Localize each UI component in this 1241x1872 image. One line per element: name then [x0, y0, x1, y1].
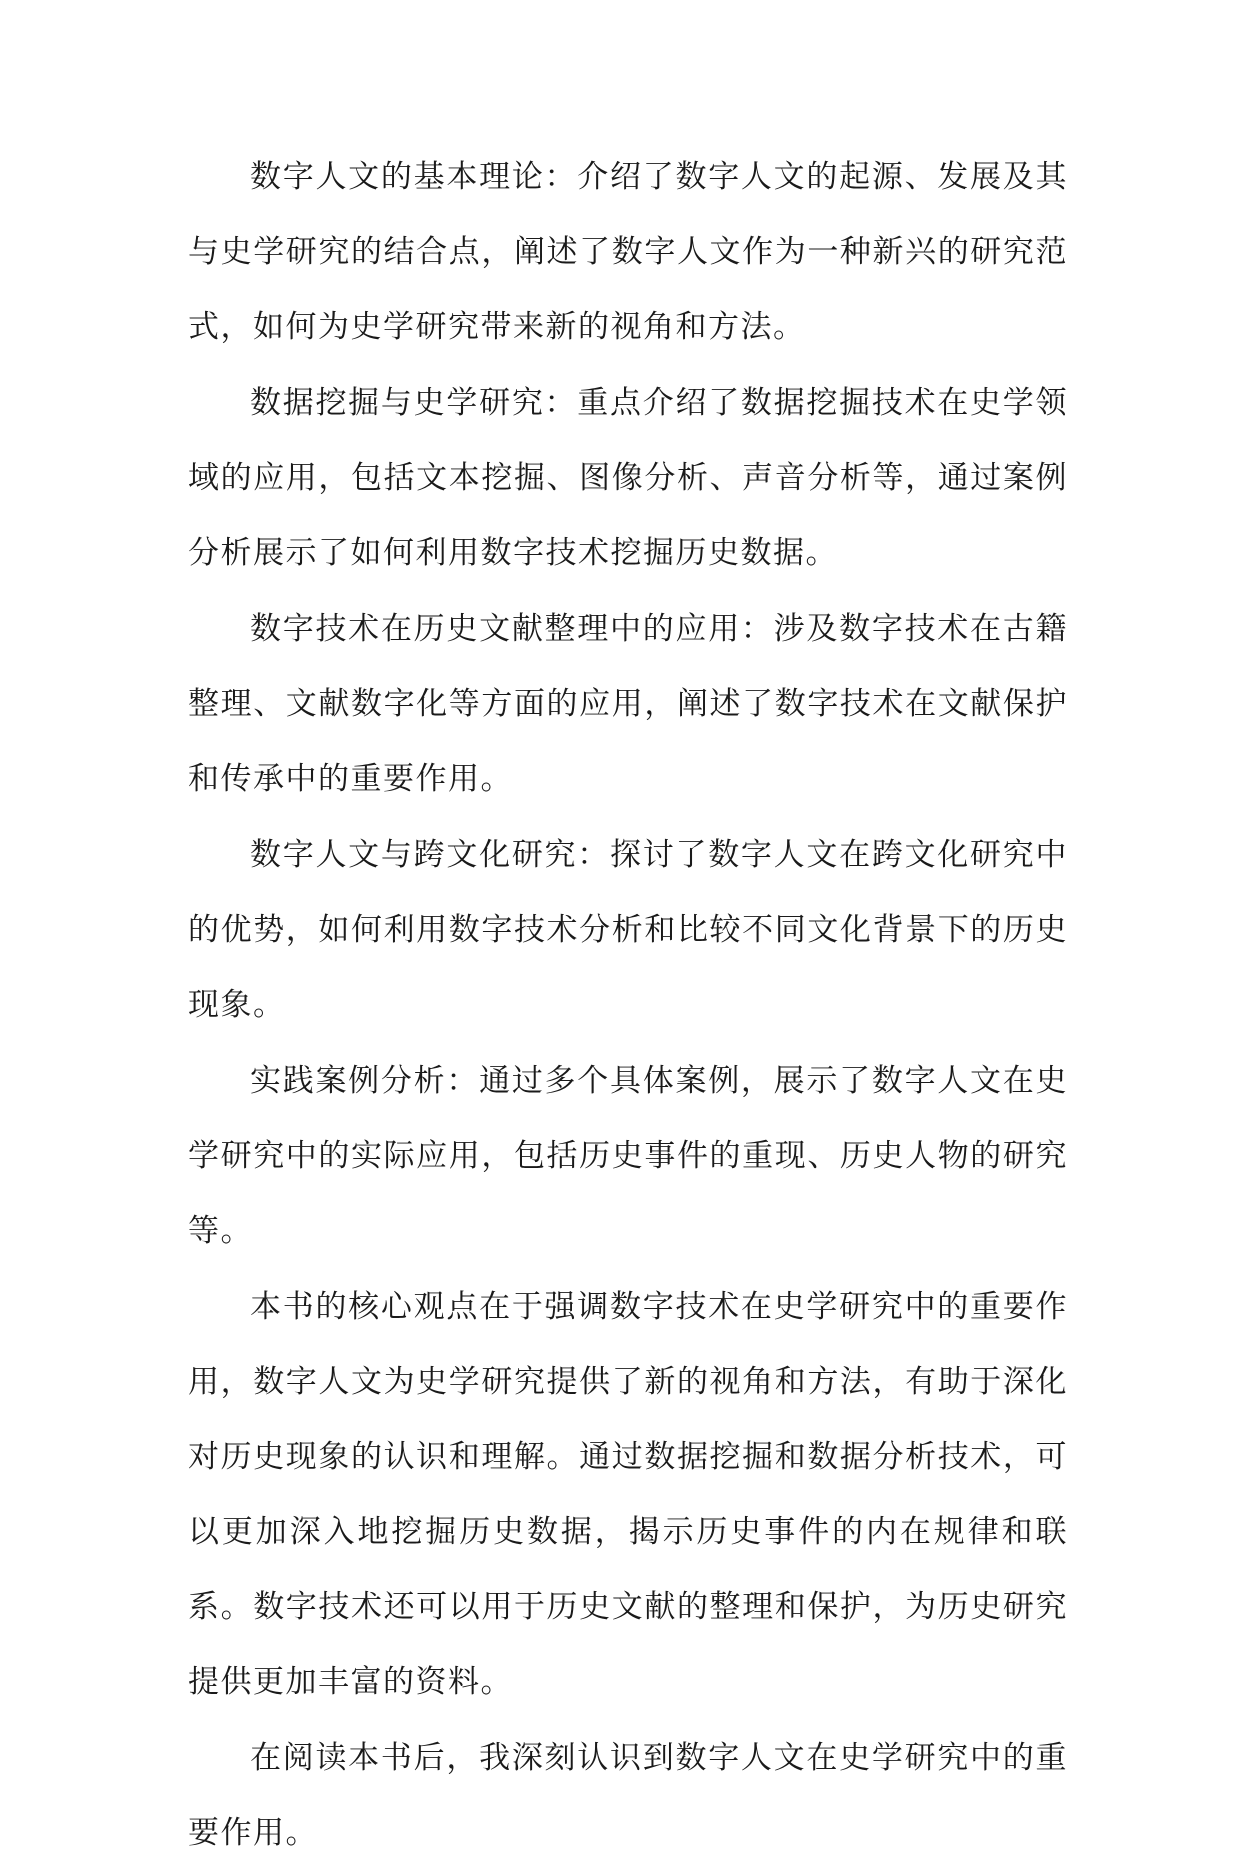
document-body [188, 140, 1068, 1872]
paragraph-cross-cultural: 数字人文与跨文化研究：探讨了数字人文在跨文化研究中的优势，如何利用数字技术分析和比较不同文化背景下的历史现象。 [188, 837, 1068, 1023]
paragraph-case-analysis: 实践案例分析：通过多个具体案例，展示了数字人文在史学研究中的实际应用，包括历史事件的重现、历史人物的研究等。 [188, 1063, 1068, 1249]
paragraph-reflection: 在阅读本书后，我深刻认识到数字人文在史学研究中的重要作用。 [188, 1740, 1068, 1851]
paragraph-basic-theory: 数字人文的基本理论：介绍了数字人文的起源、发展及其与史学研究的结合点，阐述了数字人文作为一种新兴的研究范式，如何为史学研究带来新的视角和方法。 [188, 159, 1068, 345]
paragraph-data-mining: 数据挖掘与史学研究：重点介绍了数据挖掘技术在史学领域的应用，包括文本挖掘、图像分析、声音分析等，通过案例分析展示了如何利用数字技术挖掘历史数据。 [188, 385, 1068, 571]
paragraph-core-viewpoint: 本书的核心观点在于强调数字技术在史学研究中的重要作用，数字人文为史学研究提供了新的视角和方法，有助于深化对历史现象的认识和理解。通过数据挖掘和数据分析技术，可以更加深入地挖掘历史数据，揭示历史事件的内在规律和联系。数字技术还可以用于历史文献的整理和保护，为历史研究提供更加丰富的资料。 [188, 1289, 1068, 1700]
paragraph-document-organization: 数字技术在历史文献整理中的应用：涉及数字技术在古籍整理、文献数字化等方面的应用，阐述了数字技术在文献保护和传承中的重要作用。 [188, 611, 1068, 797]
